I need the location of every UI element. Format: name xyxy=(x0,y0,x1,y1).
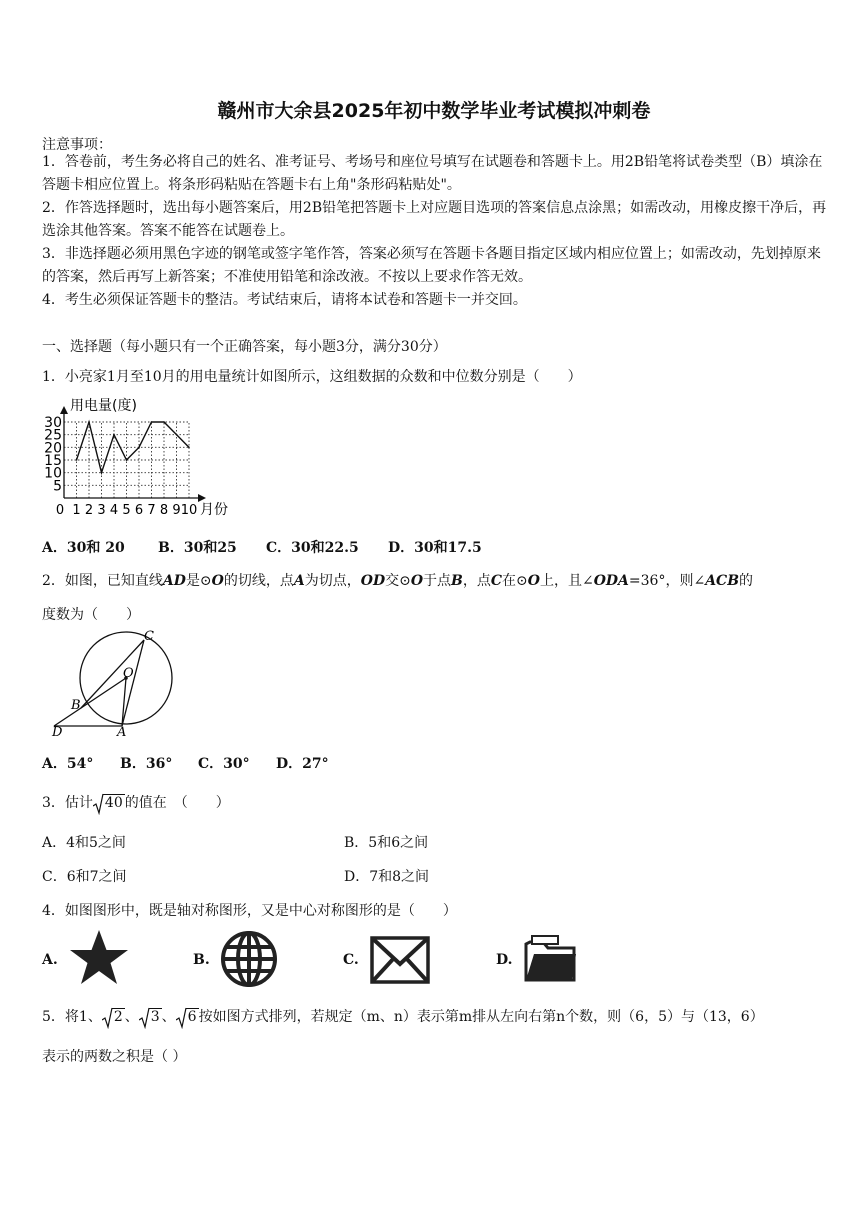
y-tick-label: 10 xyxy=(44,465,62,482)
q3-option-b[interactable]: B．5和6之间 xyxy=(344,835,429,851)
q2-option-a[interactable]: A．54° xyxy=(42,756,94,772)
q4-option-c-label[interactable]: C. xyxy=(343,952,359,968)
q2-option-d[interactable]: D．27° xyxy=(276,756,329,772)
y-tick-label: 20 xyxy=(44,440,62,457)
data-point xyxy=(138,447,140,449)
q1-option-a[interactable]: A．30和 20 xyxy=(42,540,125,556)
x-tick-label: 4 xyxy=(109,503,119,518)
data-point xyxy=(101,472,103,474)
x-tick-label: 7 xyxy=(147,503,156,518)
q4-option-d-label[interactable]: D. xyxy=(496,952,513,968)
q1-option-d[interactable]: D．30和17.5 xyxy=(388,540,482,556)
q2-option-b[interactable]: B．36° xyxy=(120,756,173,772)
chart-x-ticks xyxy=(56,503,197,518)
question-5-text: 5．将1、 2 、 3 、 6 按如图方式排列，若规定（m、n）表示第m排从左向右第n个数，则（6，5）与（13，6） xyxy=(42,1009,764,1025)
label-o: O xyxy=(123,666,134,681)
section-heading: 一、选择题（每小题只有一个正确答案，每小题3分，满分30分） xyxy=(42,339,447,355)
y-axis-arrow xyxy=(60,406,68,414)
data-point xyxy=(88,421,90,423)
q3-option-c[interactable]: C．6和7之间 xyxy=(42,869,127,885)
y-tick-label: 15 xyxy=(44,453,62,469)
x-tick-label: 5 xyxy=(122,503,131,518)
x-tick-label: 2 xyxy=(84,503,94,518)
sqrt-2: 2 xyxy=(102,1009,125,1025)
data-point xyxy=(126,459,128,461)
x-tick-label: 1 xyxy=(72,503,81,518)
question-5-text-line2: 表示的两数之积是（ ） xyxy=(42,1049,187,1065)
label-b: B xyxy=(71,698,81,713)
page-title: 赣州市大余县2025年初中数学毕业考试模拟冲刺卷 xyxy=(217,100,651,122)
chart-y-ticks xyxy=(44,415,62,494)
question-1-text: 1．小亮家1月至10月的用电量统计如图所示，这组数据的众数和中位数分别是（ ） xyxy=(42,369,582,385)
note-item-3: 3．非选择题必须用黑色字迹的钢笔或签字笔作答，答案必须写在答题卡各题目指定区域内相应位置上；如需改动，先划掉原来的答案，然后再写上新答案；不准使用铅笔和涂改液。不按以上要求作答无效。 xyxy=(42,246,821,285)
line-bc xyxy=(81,640,144,708)
folder-icon[interactable] xyxy=(522,934,578,984)
data-point xyxy=(163,421,165,423)
label-c: C xyxy=(144,629,154,644)
q1-option-c[interactable]: C．30和22.5 xyxy=(266,540,359,556)
y-tick-label: 25 xyxy=(44,427,62,444)
q4-option-a-label[interactable]: A. xyxy=(42,952,58,968)
x-tick-label: 9 xyxy=(172,503,181,518)
question-2-text: 2．如图，已知直线AD是⊙O的切线，点A为切点，OD交⊙O于点B，点C在⊙O上，且∠ODA=36°，则∠ACB的 xyxy=(42,573,754,589)
q2-circle-figure xyxy=(44,626,174,742)
q3-option-a[interactable]: A．4和5之间 xyxy=(42,835,126,851)
sqrt-6: 6 xyxy=(176,1009,199,1025)
envelope-icon[interactable] xyxy=(370,936,430,984)
label-a: A xyxy=(117,725,127,740)
question-2-text-line2: 度数为（ ） xyxy=(42,607,140,623)
q3-option-d[interactable]: D．7和8之间 xyxy=(344,869,430,885)
data-point xyxy=(113,434,115,436)
y-tick-label: 30 xyxy=(44,415,62,431)
note-item-1: 1．答卷前，考生务必将自己的姓名、准考证号、考场号和座位号填写在试题卷和答题卡上。用2B铅笔将试卷类型（B）填涂在答题卡相应位置上。将条形码粘贴在答题卡右上角"条形码粘贴处"。 xyxy=(42,154,823,193)
note-item-2: 2．作答选择题时，选出每小题答案后，用2B铅笔把答题卡上对应题目选项的答案信息点涂黑；如需改动，用橡皮擦干净后，再选涂其他答案。答案不能答在试题卷上。 xyxy=(42,200,827,239)
chart-xlabel: 月份 xyxy=(200,502,228,518)
q4-option-b-label[interactable]: B. xyxy=(193,952,210,968)
x-axis-arrow xyxy=(198,494,206,502)
data-point xyxy=(76,459,78,461)
note-item-4: 4．考生必须保证答题卡的整洁。考试结束后，请将本试卷和答题卡一并交回。 xyxy=(42,292,527,308)
globe-icon[interactable] xyxy=(219,930,279,988)
q1-option-b[interactable]: B．30和25 xyxy=(158,540,237,556)
x-tick-label: 8 xyxy=(159,503,169,518)
q1-line-chart xyxy=(40,392,240,520)
q2-option-c[interactable]: C．30° xyxy=(198,756,250,772)
x-tick-label: 10 xyxy=(180,503,198,518)
x-tick-label: 0 xyxy=(55,503,65,518)
notes-heading: 注意事项： xyxy=(42,137,112,153)
y-tick-label: 5 xyxy=(53,478,62,495)
x-tick-label: 6 xyxy=(134,503,144,518)
sqrt-40: 40 xyxy=(93,795,125,811)
label-d: D xyxy=(52,725,63,740)
star-icon[interactable] xyxy=(68,928,130,988)
sqrt-3: 3 xyxy=(139,1009,162,1025)
question-3-text: 3．估计 40 的值在 （ ） xyxy=(42,795,230,811)
data-point xyxy=(151,421,153,423)
x-tick-label: 3 xyxy=(97,503,106,518)
data-point xyxy=(176,434,178,436)
data-point xyxy=(188,447,190,449)
question-4-text: 4．如图图形中，既是轴对称图形，又是中心对称图形的是（ ） xyxy=(42,903,457,919)
chart-ylabel: 用电量(度) xyxy=(70,398,137,414)
line-do xyxy=(54,678,126,726)
